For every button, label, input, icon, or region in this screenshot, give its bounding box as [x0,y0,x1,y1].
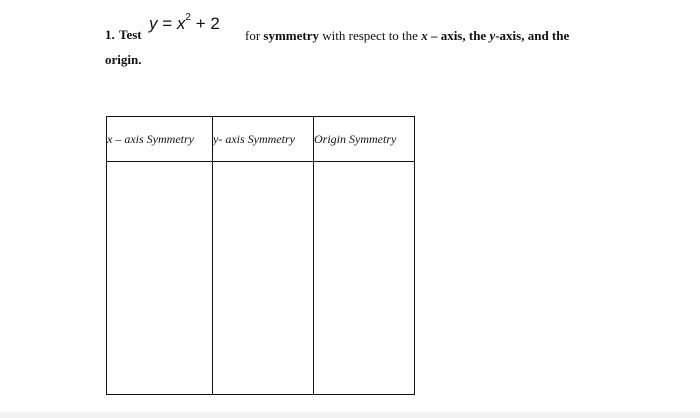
cell-origin-symmetry[interactable] [314,162,415,395]
table-row [107,162,415,395]
question-y-var: y [489,28,496,43]
header-origin-symmetry: Origin Symmetry [314,117,415,162]
question-text-part1: for [245,28,261,43]
question-lead: Test [119,27,142,42]
equation-equals: = [162,14,173,33]
cell-y-axis-symmetry[interactable] [213,162,314,395]
question-number: 1. [105,27,115,42]
symmetry-table [106,116,415,395]
equation-tail: + 2 [195,14,220,33]
question-text-part2: with respect to the [322,28,418,43]
equation-exponent: 2 [185,12,191,24]
equation-lhs: y [149,14,158,33]
equation [149,14,220,34]
question-x-var: x [421,28,428,43]
equation-base: x [176,14,186,33]
cell-x-axis-symmetry[interactable] [107,162,213,395]
question-text-bold2: – axis, the [430,28,487,43]
question-text-bold3: -axis, and the [495,28,570,43]
table-header-row [107,117,415,162]
question-continuation: origin. [105,52,142,67]
question-text [245,28,569,44]
header-x-axis-symmetry: x – axis Symmetry [107,117,213,162]
question-text-bold1: symmetry [263,28,320,43]
header-y-axis-symmetry: y- axis Symmetry [213,117,314,162]
